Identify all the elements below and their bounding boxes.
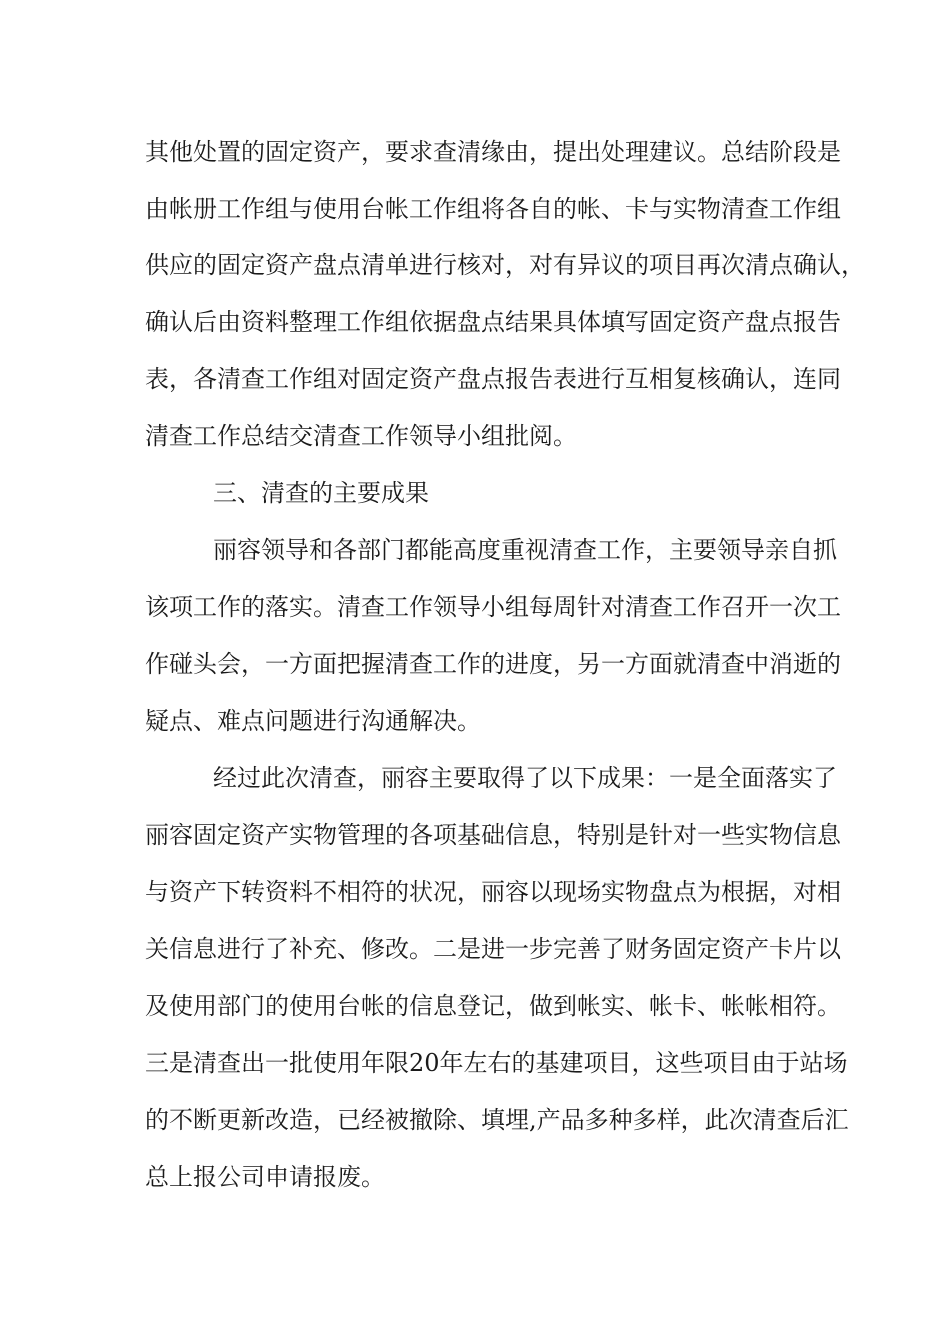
paragraph-line: 丽容领导和各部门都能高度重视清查工作，主要领导亲自抓 [213,536,837,564]
paragraph-line: 的不断更新改造，已经被撤除、填埋,产品多种多样，此次清查后汇 [145,1106,849,1134]
paragraph-line: 总上报公司申请报废。 [145,1163,385,1191]
paragraph-line: 确认后由资料整理工作组依据盘点结果具体填写固定资产盘点报告 [145,308,841,336]
paragraph-line: 其他处置的固定资产，要求查清缘由，提出处理建议。总结阶段是 [145,138,841,166]
paragraph-line: 作碰头会，一方面把握清查工作的进度，另一方面就清查中消逝的 [145,650,841,678]
paragraph-line: 该项工作的落实。清查工作领导小组每周针对清查工作召开一次工 [145,593,841,621]
paragraph-line: 疑点、难点问题进行沟通解决。 [145,707,481,735]
paragraph-line: 关信息进行了补充、修改。二是进一步完善了财务固定资产卡片以 [145,935,841,963]
paragraph-line: 三是清查出一批使用年限20年左右的基建项目，这些项目由于站场 [145,1049,848,1077]
paragraph-line: 由帐册工作组与使用台帐工作组将各自的帐、卡与实物清查工作组 [145,195,841,223]
paragraph-line: 与资产下转资料不相符的状况，丽容以现场实物盘点为根据，对相 [145,878,841,906]
paragraph-line: 供应的固定资产盘点清单进行核对，对有异议的项目再次清点确认， [145,251,865,279]
paragraph-line: 清查工作总结交清查工作领导小组批阅。 [145,422,577,450]
paragraph-line: 丽容固定资产实物管理的各项基础信息，特别是针对一些实物信息 [145,821,841,849]
paragraph-line: 及使用部门的使用台帐的信息登记，做到帐实、帐卡、帐帐相符。 [145,992,841,1020]
paragraph-line: 表，各清查工作组对固定资产盘点报告表进行互相复核确认，连同 [145,365,841,393]
paragraph-line: 经过此次清查，丽容主要取得了以下成果：一是全面落实了 [213,764,837,792]
section-heading: 三、清查的主要成果 [213,479,429,507]
